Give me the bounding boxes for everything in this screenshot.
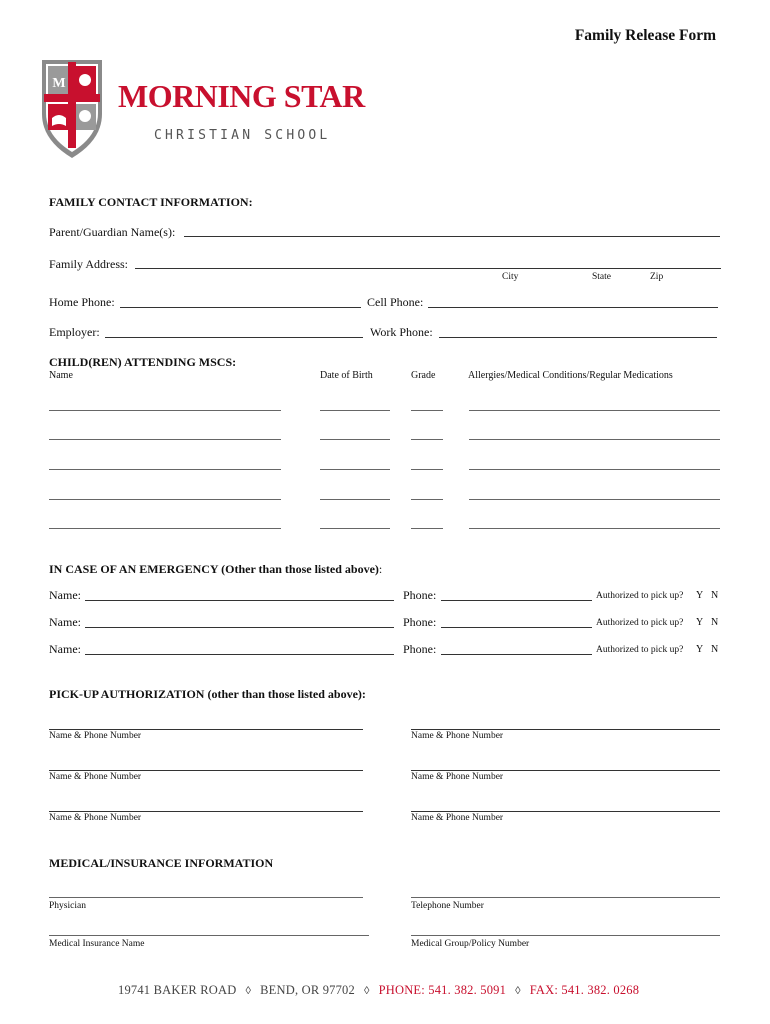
emergency-name-input[interactable] (85, 627, 394, 628)
child-dob-input[interactable] (320, 499, 390, 500)
emergency-phone-label: Phone: (403, 642, 437, 656)
footer-phone: PHONE: 541. 382. 5091 (378, 983, 507, 997)
children-col-grade: Grade (411, 370, 436, 381)
physician-telephone-input[interactable] (411, 897, 720, 898)
emergency-phone-input[interactable] (441, 627, 592, 628)
emergency-name-input[interactable] (85, 654, 394, 655)
child-allergies-input[interactable] (469, 410, 720, 411)
pickup-name-phone-input[interactable] (411, 770, 720, 771)
authorized-no-option[interactable]: N (711, 644, 719, 655)
child-name-input[interactable] (49, 439, 281, 440)
child-allergies-input[interactable] (469, 499, 720, 500)
children-heading: CHILD(REN) ATTENDING MSCS: (49, 355, 237, 369)
family-contact-heading: FAMILY CONTACT INFORMATION: (49, 195, 253, 209)
emergency-heading-text: IN CASE OF AN EMERGENCY (Other than those listed above) (49, 562, 379, 576)
footer-city: BEND, OR 97702 (260, 983, 355, 997)
emergency-phone-input[interactable] (441, 654, 592, 655)
cell-phone-label: Cell Phone: (367, 295, 424, 309)
child-grade-input[interactable] (411, 410, 443, 411)
footer-fax: FAX: 541. 382. 0268 (529, 983, 640, 997)
pickup-heading: PICK-UP AUTHORIZATION (other than those listed above): (49, 687, 366, 701)
medical-heading: MEDICAL/INSURANCE INFORMATION (49, 856, 274, 870)
physician-telephone-label: Telephone Number (411, 901, 484, 911)
pickup-name-phone-label: Name & Phone Number (49, 813, 142, 823)
emergency-name-input[interactable] (85, 600, 394, 601)
family-address-label: Family Address: (49, 257, 129, 271)
family-address-input[interactable] (135, 268, 721, 269)
child-name-input[interactable] (49, 499, 281, 500)
pickup-name-phone-label: Name & Phone Number (411, 731, 504, 741)
policy-number-input[interactable] (411, 935, 720, 936)
physician-input[interactable] (49, 897, 363, 898)
authorized-no-option[interactable]: N (711, 590, 719, 601)
home-phone-input[interactable] (120, 307, 361, 308)
employer-label: Employer: (49, 325, 100, 339)
address-state-label: State (592, 272, 611, 282)
pickup-name-phone-input[interactable] (411, 811, 720, 812)
work-phone-label: Work Phone: (370, 325, 433, 339)
child-grade-input[interactable] (411, 499, 443, 500)
emergency-phone-label: Phone: (403, 615, 437, 629)
school-logo (38, 56, 365, 161)
pickup-name-phone-input[interactable] (49, 811, 363, 812)
children-col-allergies: Allergies/Medical Conditions/Regular Medications (468, 370, 673, 381)
child-dob-input[interactable] (320, 469, 390, 470)
parent-guardian-label: Parent/Guardian Name(s): (49, 225, 176, 239)
address-city-label: City (502, 272, 519, 282)
emergency-heading (49, 562, 382, 577)
physician-label: Physician (49, 901, 86, 911)
child-allergies-input[interactable] (469, 528, 720, 529)
authorized-pickup-label: Authorized to pick up? (596, 591, 684, 601)
child-name-input[interactable] (49, 469, 281, 470)
shield-icon (38, 56, 106, 160)
children-col-name: Name (49, 370, 73, 381)
policy-number-label: Medical Group/Policy Number (411, 939, 530, 949)
authorized-yes-option[interactable]: Y (696, 617, 704, 628)
child-dob-input[interactable] (320, 410, 390, 411)
authorized-no-option[interactable]: N (711, 617, 719, 628)
school-name: MORNING STAR (118, 78, 365, 114)
child-allergies-input[interactable] (469, 469, 720, 470)
footer-separator: ◊ (363, 985, 370, 997)
home-phone-label: Home Phone: (49, 295, 115, 309)
employer-input[interactable] (105, 337, 363, 338)
footer (118, 983, 639, 998)
pickup-name-phone-input[interactable] (49, 770, 363, 771)
emergency-name-label: Name: (49, 642, 81, 656)
child-name-input[interactable] (49, 410, 281, 411)
pickup-name-phone-input[interactable] (411, 729, 720, 730)
parent-guardian-input[interactable] (184, 236, 720, 237)
work-phone-input[interactable] (439, 337, 717, 338)
child-allergies-input[interactable] (469, 439, 720, 440)
insurance-name-input[interactable] (49, 935, 369, 936)
pickup-name-phone-label: Name & Phone Number (411, 813, 504, 823)
pickup-name-phone-input[interactable] (49, 729, 363, 730)
emergency-heading-colon: : (378, 562, 383, 576)
authorized-yes-option[interactable]: Y (696, 590, 704, 601)
child-dob-input[interactable] (320, 528, 390, 529)
authorized-yes-option[interactable]: Y (696, 644, 704, 655)
cell-phone-input[interactable] (428, 307, 718, 308)
emergency-name-label: Name: (49, 615, 81, 629)
child-grade-input[interactable] (411, 528, 443, 529)
child-name-input[interactable] (49, 528, 281, 529)
children-col-dob: Date of Birth (320, 370, 373, 381)
footer-address: 19741 BAKER ROAD (118, 983, 237, 997)
emergency-name-label: Name: (49, 588, 81, 602)
footer-separator: ◊ (245, 985, 252, 997)
emergency-phone-label: Phone: (403, 588, 437, 602)
pickup-name-phone-label: Name & Phone Number (49, 772, 142, 782)
child-dob-input[interactable] (320, 439, 390, 440)
school-subtitle: CHRISTIAN SCHOOL (154, 128, 331, 143)
insurance-name-label: Medical Insurance Name (49, 939, 145, 949)
authorized-pickup-label: Authorized to pick up? (596, 618, 684, 628)
pickup-name-phone-label: Name & Phone Number (49, 731, 142, 741)
pickup-name-phone-label: Name & Phone Number (411, 772, 504, 782)
authorized-pickup-label: Authorized to pick up? (596, 645, 684, 655)
child-grade-input[interactable] (411, 439, 443, 440)
address-zip-label: Zip (650, 272, 664, 282)
child-grade-input[interactable] (411, 469, 443, 470)
svg-text:M: M (52, 76, 66, 91)
form-title: Family Release Form (574, 27, 716, 44)
footer-separator: ◊ (515, 985, 521, 997)
emergency-phone-input[interactable] (441, 600, 592, 601)
